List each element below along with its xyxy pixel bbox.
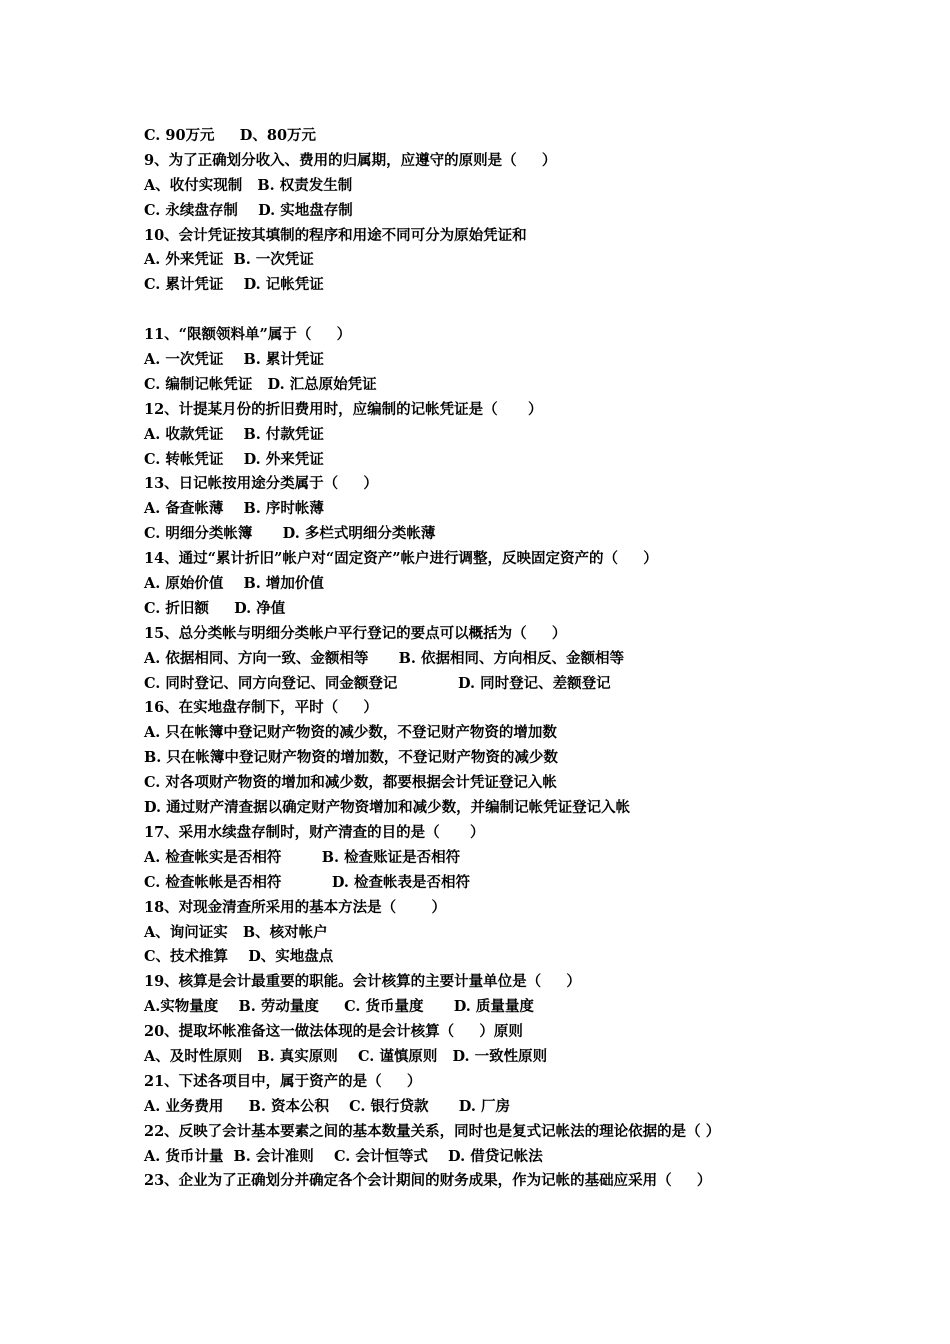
question-21: 21、下述各项目中，属于资产的是（ ） <box>144 1072 422 1090</box>
question-14: 14、通过“累计折旧”帐户对“固定资产”帐户进行调整，反映固定资产的（ ） <box>144 550 658 568</box>
text-line: C. 90万元 D、80万元 <box>144 127 317 144</box>
options-line: C. 明细分类帐簿 D. 多栏式明细分类帐薄 <box>144 525 436 543</box>
options-line: C. 编制记帐凭证 D. 汇总原始凭证 <box>144 375 377 393</box>
options-line: A、询问证实 B、核对帐户 <box>144 923 328 941</box>
exam-text <box>144 124 824 1194</box>
question-15: 15、总分类帐与明细分类帐户平行登记的要点可以概括为（ ） <box>144 624 567 642</box>
question-11: 11、“限额领料单”属于（ ） <box>144 326 352 344</box>
options-line: A、收付实现制 B. 权责发生制 <box>144 176 353 194</box>
options-line: C. 累计凭证 D. 记帐凭证 <box>144 276 324 294</box>
options-line: C. 转帐凭证 D. 外来凭证 <box>144 450 324 468</box>
options-line: A. 检查帐实是否相符 B. 检查账证是否相符 <box>144 848 461 866</box>
options-line: C、技术推算 D、实地盘点 <box>144 948 334 966</box>
question-9: 9、为了正确划分收入、费用的归属期，应遵守的原则是（ ） <box>144 151 557 169</box>
options-line: A.实物量度 B. 劳动量度 C. 货币量度 D. 质量量度 <box>144 998 534 1016</box>
question-17: 17、采用水续盘存制时，财产清查的目的是（ ） <box>144 823 485 841</box>
options-line: A. 收款凭证 B. 付款凭证 <box>144 425 324 443</box>
question-23: 23、企业为了正确划分并确定各个会计期间的财务成果，作为记帐的基础应采用（ ） <box>144 1172 712 1190</box>
options-line: A. 备查帐薄 B. 序时帐薄 <box>144 500 324 518</box>
option-line: C. 对各项财产物资的增加和减少数，都要根据会计凭证登记入帐 <box>144 774 557 792</box>
question-18: 18、对现金清查所采用的基本方法是（ ） <box>144 898 447 916</box>
options-line: A. 一次凭证 B. 累计凭证 <box>144 351 324 369</box>
question-19: 19、核算是会计最重要的职能。会计核算的主要计量单位是（ ） <box>144 973 581 991</box>
question-12: 12、计提某月份的折旧费用时，应编制的记帐凭证是（ ） <box>144 400 543 418</box>
question-16: 16、在实地盘存制下，平时（ ） <box>144 699 378 717</box>
options-line: C. 永续盘存制 D. 实地盘存制 <box>144 201 353 219</box>
blank-line <box>144 298 824 323</box>
options-line: A. 业务费用 B. 资本公积 C. 银行贷款 D. 厂房 <box>144 1097 510 1115</box>
option-line: A. 只在帐簿中登记财产物资的减少数，不登记财产物资的增加数 <box>144 724 557 742</box>
options-line: C. 折旧额 D. 净值 <box>144 599 286 617</box>
options-line: A、及时性原则 B. 真实原则 C. 谨慎原则 D. 一致性原则 <box>144 1047 548 1065</box>
option-line: D. 通过财产清查据以确定财产物资增加和减少数，并编制记帐凭证登记入帐 <box>144 799 631 817</box>
question-13: 13、日记帐按用途分类属于（ ） <box>144 475 378 493</box>
question-20: 20、提取坏帐准备这一做法体现的是会计核算（ ）原则 <box>144 1023 523 1041</box>
options-line: C. 检查帐帐是否相符 D. 检查帐表是否相符 <box>144 873 471 891</box>
options-line: A. 原始价值 B. 增加价值 <box>144 575 324 593</box>
question-22: 22、反映了会计基本要素之间的基本数量关系，同时也是复式记帐法的理论依据的是（ ） <box>144 1122 721 1140</box>
option-line: B. 只在帐簿中登记财产物资的增加数，不登记财产物资的减少数 <box>144 749 558 767</box>
options-line: A. 依据相同、方向一致、金额相等 B. 依据相同、方向相反、金额相等 <box>144 649 624 667</box>
options-line: A. 外来凭证 B. 一次凭证 <box>144 251 314 269</box>
options-line: A. 货币计量 B. 会计准则 C. 会计恒等式 D. 借贷记帐法 <box>144 1147 543 1165</box>
question-10: 10、会计凭证按其填制的程序和用途不同可分为原始凭证和 <box>144 226 527 244</box>
options-line: C. 同时登记、同方向登记、同金额登记 D. 同时登记、差额登记 <box>144 674 611 692</box>
